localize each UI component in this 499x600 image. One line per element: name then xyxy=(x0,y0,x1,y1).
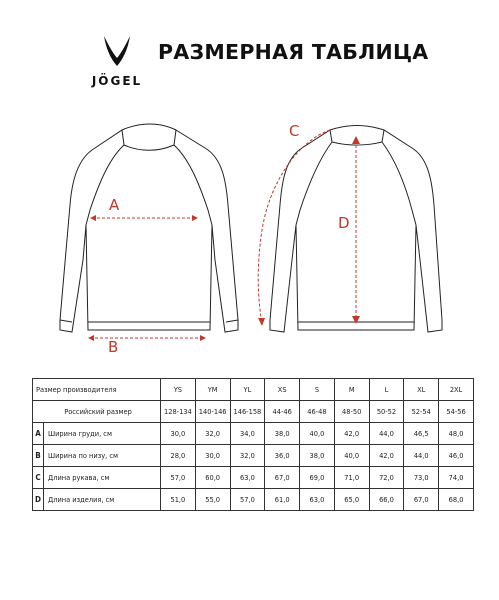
table-header-cell: M xyxy=(334,379,369,401)
table-header-cell: L xyxy=(369,379,404,401)
table-cell: 38,0 xyxy=(265,423,300,445)
measure-name: Ширина груди, см xyxy=(44,423,161,445)
table-row xyxy=(33,379,474,401)
table-header-cell: YM xyxy=(195,379,230,401)
table-row xyxy=(33,489,474,511)
table-cell: 30,0 xyxy=(161,423,196,445)
table-cell: 65,0 xyxy=(334,489,369,511)
measure-label-d: D xyxy=(338,214,350,232)
table-cell: 66,0 xyxy=(369,489,404,511)
front-shirt-drawing xyxy=(60,124,238,332)
table-cell: 71,0 xyxy=(334,467,369,489)
table-cell: 51,0 xyxy=(161,489,196,511)
page-title: РАЗМЕРНАЯ ТАБЛИЦА xyxy=(158,40,429,64)
brand-emblem-icon xyxy=(82,32,152,74)
table-cell: 28,0 xyxy=(161,445,196,467)
table-row xyxy=(33,423,474,445)
table-cell: 32,0 xyxy=(230,445,265,467)
table-cell: 48-50 xyxy=(334,401,369,423)
table-cell: 46,5 xyxy=(404,423,439,445)
table-cell: 140-146 xyxy=(195,401,230,423)
table-cell: 42,0 xyxy=(369,445,404,467)
table-row xyxy=(33,467,474,489)
table-cell: 74,0 xyxy=(439,467,474,489)
table-cell: 34,0 xyxy=(230,423,265,445)
table-header-cell: Размер производителя xyxy=(33,379,161,401)
table-cell: 55,0 xyxy=(195,489,230,511)
table-header-cell: S xyxy=(300,379,335,401)
table-cell: 40,0 xyxy=(334,445,369,467)
size-table xyxy=(32,378,474,511)
table-cell: 57,0 xyxy=(230,489,265,511)
table-cell: 30,0 xyxy=(195,445,230,467)
table-cell: 67,0 xyxy=(404,489,439,511)
table-cell: 44,0 xyxy=(369,423,404,445)
measure-label-c: C xyxy=(289,122,300,140)
table-cell: 40,0 xyxy=(300,423,335,445)
table-header-cell: Российский размер xyxy=(33,401,161,423)
measure-name: Ширина по низу, см xyxy=(44,445,161,467)
table-cell: 44,0 xyxy=(404,445,439,467)
brand-wordmark: JÖGEL xyxy=(91,74,143,88)
measure-name: Длина изделия, см xyxy=(44,489,161,511)
table-header-cell: 2XL xyxy=(439,379,474,401)
table-cell: 38,0 xyxy=(300,445,335,467)
table-cell: 60,0 xyxy=(195,467,230,489)
arrow-icon xyxy=(200,335,206,341)
arrow-icon xyxy=(88,335,94,341)
table-header-cell: YS xyxy=(161,379,196,401)
table-header-cell: XS xyxy=(265,379,300,401)
arrow-icon xyxy=(258,318,265,326)
table-cell: 146-158 xyxy=(230,401,265,423)
table-cell: 72,0 xyxy=(369,467,404,489)
measure-key: B xyxy=(33,445,44,467)
measure-key: C xyxy=(33,467,44,489)
table-cell: 67,0 xyxy=(265,467,300,489)
table-cell: 46,0 xyxy=(439,445,474,467)
table-cell: 32,0 xyxy=(195,423,230,445)
table-cell: 73,0 xyxy=(404,467,439,489)
brand-logo xyxy=(82,32,152,90)
table-cell: 46-48 xyxy=(300,401,335,423)
table-cell: 42,0 xyxy=(334,423,369,445)
measure-name: Длина рукава, см xyxy=(44,467,161,489)
table-cell: 36,0 xyxy=(265,445,300,467)
table-cell: 128-134 xyxy=(161,401,196,423)
table-cell: 69,0 xyxy=(300,467,335,489)
table-row xyxy=(33,445,474,467)
table-cell: 44-46 xyxy=(265,401,300,423)
table-cell: 52-54 xyxy=(404,401,439,423)
table-cell: 61,0 xyxy=(265,489,300,511)
table-cell: 57,0 xyxy=(161,467,196,489)
table-cell: 68,0 xyxy=(439,489,474,511)
measure-label-a: A xyxy=(109,196,120,214)
table-row xyxy=(33,401,474,423)
measure-label-b: B xyxy=(108,338,119,356)
table-header-cell: YL xyxy=(230,379,265,401)
garment-illustration xyxy=(0,110,499,370)
measure-key: D xyxy=(33,489,44,511)
table-header-cell: XL xyxy=(404,379,439,401)
table-cell: 63,0 xyxy=(300,489,335,511)
table-cell: 48,0 xyxy=(439,423,474,445)
table-cell: 63,0 xyxy=(230,467,265,489)
table-cell: 50-52 xyxy=(369,401,404,423)
table-cell: 54-56 xyxy=(439,401,474,423)
measure-key: A xyxy=(33,423,44,445)
